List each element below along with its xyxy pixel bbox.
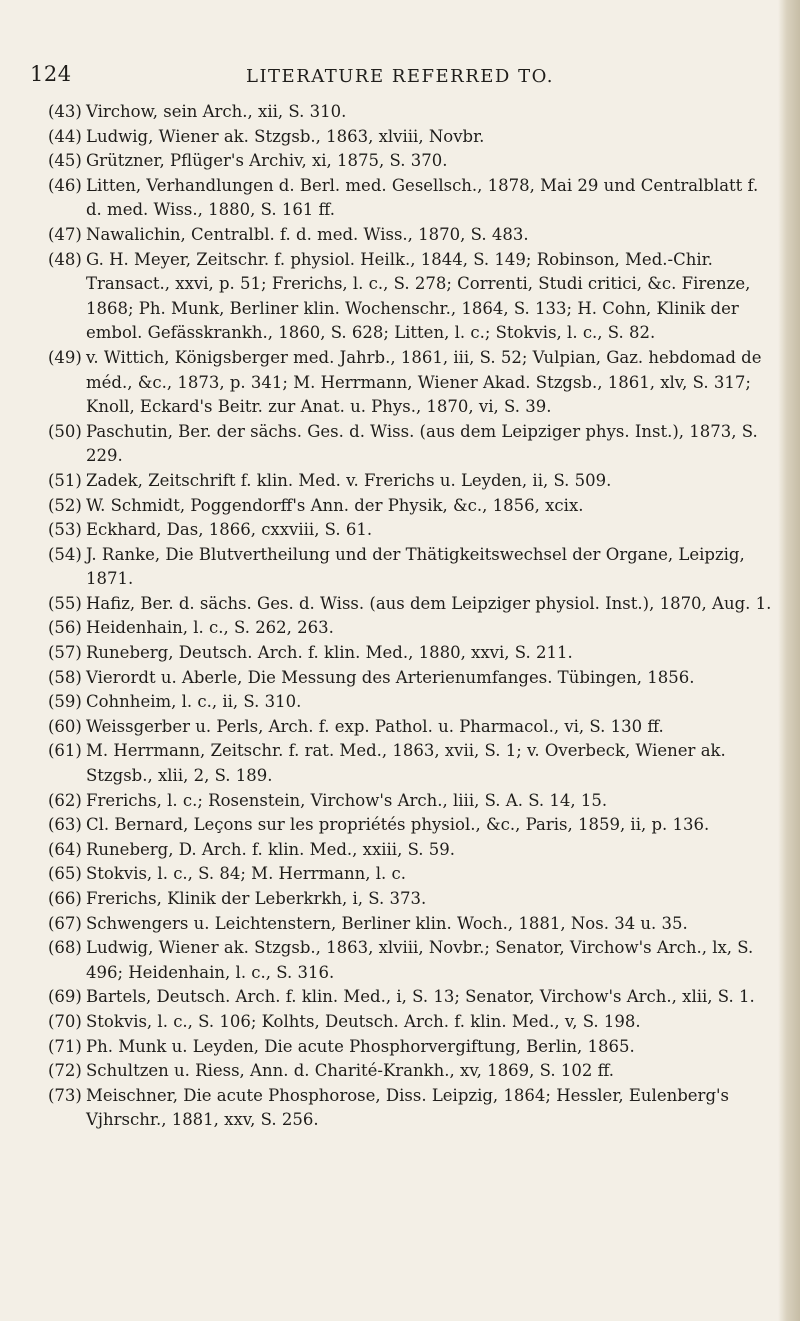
reference-text: Runeberg, Deutsch. Arch. f. klin. Med., 1880, xxvi, S. 211. — [86, 643, 573, 663]
reference-text: Meischner, Die acute Phosphorose, Diss. Leipzig, 1864; Hessler, Eulenberg's Vjhrschr., 1881, xxv, S. 256. — [86, 1085, 730, 1130]
reference-number: (61) — [48, 741, 82, 761]
reference-number: (58) — [48, 667, 82, 687]
reference-entry — [48, 641, 778, 666]
page-gutter-shadow — [778, 0, 800, 1321]
reference-number: (59) — [48, 692, 82, 712]
reference-entry — [48, 1035, 778, 1060]
reference-entry — [48, 518, 778, 543]
reference-number: (71) — [48, 1036, 82, 1056]
reference-number: (60) — [48, 716, 82, 736]
reference-entry — [48, 838, 778, 863]
reference-entry — [48, 616, 778, 641]
reference-text: Ph. Munk u. Leyden, Die acute Phosphorvergiftung, Berlin, 1865. — [86, 1036, 635, 1056]
page-number: 124 — [30, 62, 72, 86]
reference-text: Grützner, Pflüger's Archiv, xi, 1875, S. 370. — [86, 151, 448, 171]
reference-number: (46) — [48, 175, 82, 195]
reference-text: Frerichs, l. c.; Rosenstein, Virchow's Arch., liii, S. A. S. 14, 15. — [86, 790, 608, 810]
reference-number: (50) — [48, 421, 82, 441]
reference-text: J. Ranke, Die Blutvertheilung und der Thätigkeitswechsel der Organe, Leipzig, 1871. — [86, 544, 745, 589]
reference-number: (57) — [48, 643, 82, 663]
reference-number: (68) — [48, 938, 82, 958]
reference-entry — [48, 936, 778, 985]
reference-entry — [48, 592, 778, 617]
reference-entry — [48, 469, 778, 494]
reference-entry — [48, 985, 778, 1010]
reference-text: v. Wittich, Königsberger med. Jahrb., 1861, iii, S. 52; Vulpian, Gaz. hebdomad de méd., &c., 1873, p. 341; M. Herrmann, Wiener Akad. Stzgsb., 1861, xlv, S. 317; Knoll, Eckard's Beitr. zur Anat. u. Phys., 1870, vi, S. 39. — [86, 347, 762, 417]
reference-entry — [48, 1059, 778, 1084]
reference-number: (69) — [48, 987, 82, 1007]
running-head: LITERATURE REFERRED TO. — [245, 66, 554, 87]
reference-entry — [48, 690, 778, 715]
reference-text: Virchow, sein Arch., xii, S. 310. — [86, 102, 347, 121]
reference-number: (62) — [48, 790, 82, 810]
reference-entry — [48, 715, 778, 740]
reference-entry — [48, 125, 778, 150]
reference-text: Cl. Bernard, Leçons sur les propriétés physiol., &c., Paris, 1859, ii, p. 136. — [86, 815, 710, 835]
reference-number: (43) — [48, 102, 82, 121]
reference-entry — [48, 862, 778, 887]
reference-list — [48, 100, 778, 1133]
reference-text: Hafiz, Ber. d. sächs. Ges. d. Wiss. (aus dem Leipziger physiol. Inst.), 1870, Aug. 1. — [86, 593, 772, 613]
reference-text: Paschutin, Ber. der sächs. Ges. d. Wiss. (aus dem Leipziger phys. Inst.), 1873, S. 229. — [86, 421, 758, 466]
reference-text: Runeberg, D. Arch. f. klin. Med., xxiii, S. 59. — [86, 839, 456, 859]
reference-text: Schultzen u. Riess, Ann. d. Charité-Krankh., xv, 1869, S. 102 ff. — [86, 1061, 614, 1081]
reference-number: (64) — [48, 839, 82, 859]
reference-entry — [48, 494, 778, 519]
reference-text: Eckhard, Das, 1866, cxxviii, S. 61. — [86, 520, 373, 540]
reference-entry — [48, 1084, 778, 1133]
reference-text: Litten, Verhandlungen d. Berl. med. Gesellsch., 1878, Mai 29 und Centralblatt f. d. med. Wiss., 1880, S. 161 ff. — [86, 175, 759, 220]
reference-number: (55) — [48, 593, 82, 613]
reference-text: Ludwig, Wiener ak. Stzgsb., 1863, xlviii, Novbr.; Senator, Virchow's Arch., lx, S. 496; Heidenhain, l. c., S. 316. — [86, 938, 754, 982]
reference-text: W. Schmidt, Poggendorff's Ann. der Physik, &c., 1856, xcix. — [86, 495, 584, 515]
reference-entry — [48, 912, 778, 937]
reference-text: Ludwig, Wiener ak. Stzgsb., 1863, xlviii, Novbr. — [86, 126, 485, 146]
reference-number: (65) — [48, 864, 82, 884]
reference-text: Bartels, Deutsch. Arch. f. klin. Med., i, S. 13; Senator, Virchow's Arch., xlii, S. 1. — [86, 987, 755, 1007]
reference-entry — [48, 420, 778, 469]
reference-number: (63) — [48, 815, 82, 835]
reference-text: M. Herrmann, Zeitschr. f. rat. Med., 1863, xvii, S. 1; v. Overbeck, Wiener ak. Stzgsb., xlii, 2, S. 189. — [86, 741, 726, 786]
reference-entry — [48, 174, 778, 223]
reference-text: Zadek, Zeitschrift f. klin. Med. v. Frerichs u. Leyden, ii, S. 509. — [86, 470, 612, 490]
reference-entry — [48, 346, 778, 420]
reference-entry — [48, 248, 778, 346]
reference-entry — [48, 887, 778, 912]
reference-number: (70) — [48, 1011, 82, 1031]
reference-entry — [48, 223, 778, 248]
reference-text: Stokvis, l. c., S. 84; M. Herrmann, l. c. — [86, 864, 406, 884]
reference-entry — [48, 666, 778, 691]
reference-text: Schwengers u. Leichtenstern, Berliner klin. Woch., 1881, Nos. 34 u. 35. — [86, 913, 688, 933]
reference-entry — [48, 789, 778, 814]
reference-entry — [48, 739, 778, 788]
reference-text: Nawalichin, Centralbl. f. d. med. Wiss., 1870, S. 483. — [86, 224, 529, 244]
reference-number: (67) — [48, 913, 82, 933]
reference-entry — [48, 1010, 778, 1035]
reference-text: Stokvis, l. c., S. 106; Kolhts, Deutsch. Arch. f. klin. Med., v, S. 198. — [86, 1011, 641, 1031]
reference-entry — [48, 100, 778, 125]
reference-number: (56) — [48, 618, 82, 638]
reference-text: Vierordt u. Aberle, Die Messung des Arterienumfanges. Tübingen, 1856. — [86, 667, 695, 687]
reference-number: (52) — [48, 495, 82, 515]
reference-entry — [48, 543, 778, 592]
reference-number: (73) — [48, 1085, 82, 1105]
reference-entry — [48, 813, 778, 838]
reference-number: (66) — [48, 889, 82, 908]
reference-text: Cohnheim, l. c., ii, S. 310. — [86, 692, 302, 712]
reference-number: (47) — [48, 224, 82, 244]
reference-number: (53) — [48, 520, 82, 540]
reference-number: (49) — [48, 347, 82, 367]
reference-number: (44) — [48, 126, 82, 146]
reference-number: (72) — [48, 1061, 82, 1081]
reference-text: Weissgerber u. Perls, Arch. f. exp. Pathol. u. Pharmacol., vi, S. 130 ff. — [86, 716, 664, 736]
reference-text: Frerichs, Klinik der Leberkrkh, i, S. 373. — [86, 889, 427, 908]
reference-entry — [48, 149, 778, 174]
reference-text: Heidenhain, l. c., S. 262, 263. — [86, 618, 334, 638]
reference-number: (45) — [48, 151, 82, 171]
reference-number: (54) — [48, 544, 82, 564]
reference-number: (48) — [48, 249, 82, 269]
reference-number: (51) — [48, 470, 82, 490]
reference-text: G. H. Meyer, Zeitschr. f. physiol. Heilk., 1844, S. 149; Robinson, Med.-Chir. Transact., xxvi, p. 51; Frerichs, l. c., S. 278; Correnti, Studi critici, &c. Firenze, 1868; Ph. Munk, Berliner klin. Wochenschr., 1864, S. 133; H. Cohn, Klinik der embol. Gefässkrankh., 1860, S. 628; Litten, l. c.; Stokvis, l. c., S. 82. — [86, 249, 751, 343]
